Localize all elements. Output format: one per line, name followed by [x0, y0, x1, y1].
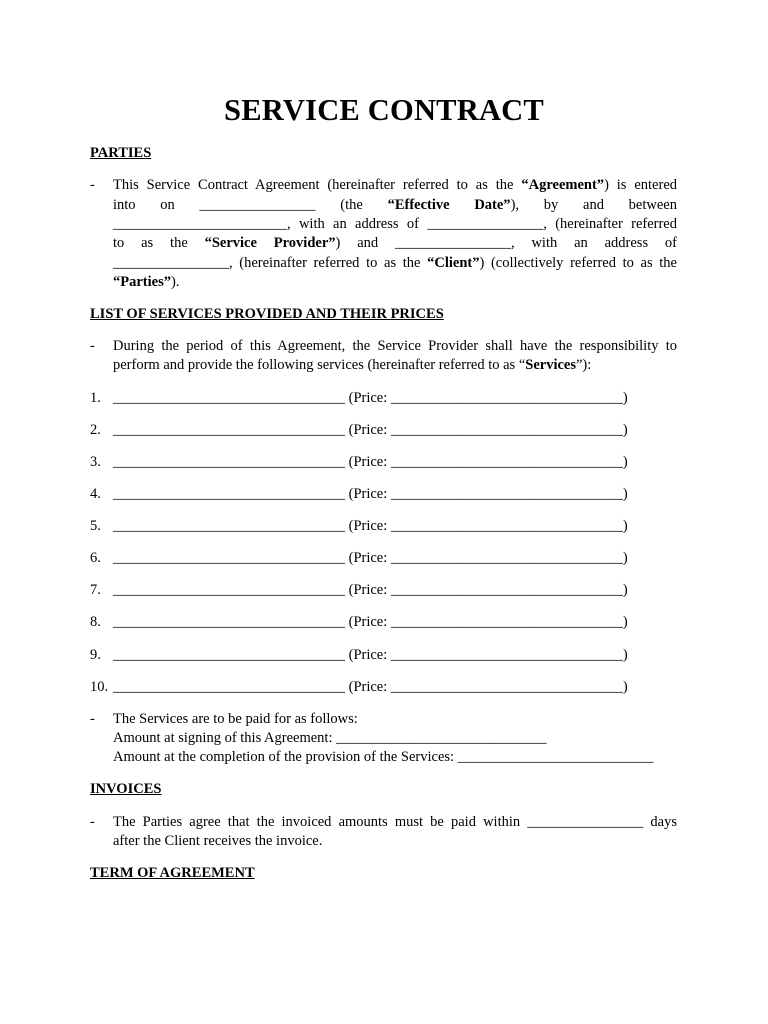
parties-paragraph-line-6: “Parties”).: [113, 274, 180, 290]
client-address-blank[interactable]: ________________: [113, 255, 229, 271]
effective-date-blank[interactable]: ________________: [199, 197, 316, 213]
service-item-number: 4.: [90, 486, 101, 502]
invoices-heading: INVOICES: [90, 781, 162, 797]
service-item-line[interactable]: ________________________________ (Price: ________________________________): [113, 390, 628, 406]
payment-at-signing-line[interactable]: Amount at signing of this Agreement: _____________________________: [113, 730, 547, 746]
service-item-number: 2.: [90, 422, 101, 438]
service-item-line[interactable]: ________________________________ (Price: ________________________________): [113, 486, 628, 502]
service-provider-name-blank[interactable]: ________________________: [113, 216, 287, 232]
services-intro-line-2: perform and provide the following services (hereinafter referred to as “Services”):: [113, 357, 592, 373]
service-item-line[interactable]: ________________________________ (Price: ________________________________): [113, 454, 628, 470]
service-provider-address-blank[interactable]: ________________: [427, 216, 544, 232]
service-item-line[interactable]: ________________________________ (Price: ________________________________): [113, 647, 628, 663]
payment-bullet: -: [90, 711, 95, 727]
document-title: SERVICE CONTRACT: [224, 93, 544, 127]
parties-paragraph-line-1: This Service Contract Agreement (hereinafter referred to as the “Agreement”) is entered: [113, 177, 678, 193]
client-name-blank[interactable]: ________________: [394, 235, 511, 251]
invoices-line-2: after the Client receives the invoice.: [113, 833, 323, 849]
service-item-number: 6.: [90, 550, 101, 566]
service-item-line[interactable]: ________________________________ (Price: ________________________________): [113, 582, 628, 598]
invoices-bullet: -: [90, 814, 95, 830]
service-item-line[interactable]: ________________________________ (Price: ________________________________): [113, 550, 628, 566]
parties-paragraph-line-5: ________________, (hereinafter referred to as the “Client”) (collectively referred to as the: [113, 255, 677, 271]
services-heading: LIST OF SERVICES PROVIDED AND THEIR PRICES: [90, 306, 444, 322]
invoices-line-1: The Parties agree that the invoiced amounts must be paid within ________________ days: [113, 814, 677, 830]
service-item-line[interactable]: ________________________________ (Price: ________________________________): [113, 518, 628, 534]
service-item-line[interactable]: ________________________________ (Price: ________________________________): [113, 679, 628, 695]
payment-at-completion-line[interactable]: Amount at the completion of the provision of the Services: ___________________________: [113, 749, 654, 765]
parties-paragraph-line-4: to as the “Service Provider”) and ________________, with an address of: [113, 235, 678, 251]
service-item-line[interactable]: ________________________________ (Price: ________________________________): [113, 614, 628, 630]
service-item-number: 9.: [90, 647, 101, 663]
service-item-number: 3.: [90, 454, 101, 470]
parties-paragraph-line-2: into on ________________ (the “Effective Date”), by and between: [113, 197, 677, 213]
service-item-number: 1.: [90, 390, 101, 406]
services-intro-line-1: During the period of this Agreement, the Service Provider shall have the responsibility to: [113, 338, 677, 354]
term-heading: TERM OF AGREEMENT: [90, 865, 255, 881]
service-item-number: 10.: [90, 679, 109, 695]
parties-paragraph-line-3: ________________________, with an address of ________________, (hereinafter referred: [113, 216, 677, 232]
service-item-number: 5.: [90, 518, 101, 534]
parties-bullet: -: [90, 177, 95, 193]
service-item-line[interactable]: ________________________________ (Price: ________________________________): [113, 422, 628, 438]
services-bullet: -: [90, 338, 95, 354]
parties-heading: PARTIES: [90, 145, 152, 161]
service-item-number: 8.: [90, 614, 101, 630]
payment-terms-intro: The Services are to be paid for as follows:: [113, 711, 358, 727]
payment-days-blank[interactable]: ________________: [527, 814, 644, 830]
service-item-number: 7.: [90, 582, 101, 598]
